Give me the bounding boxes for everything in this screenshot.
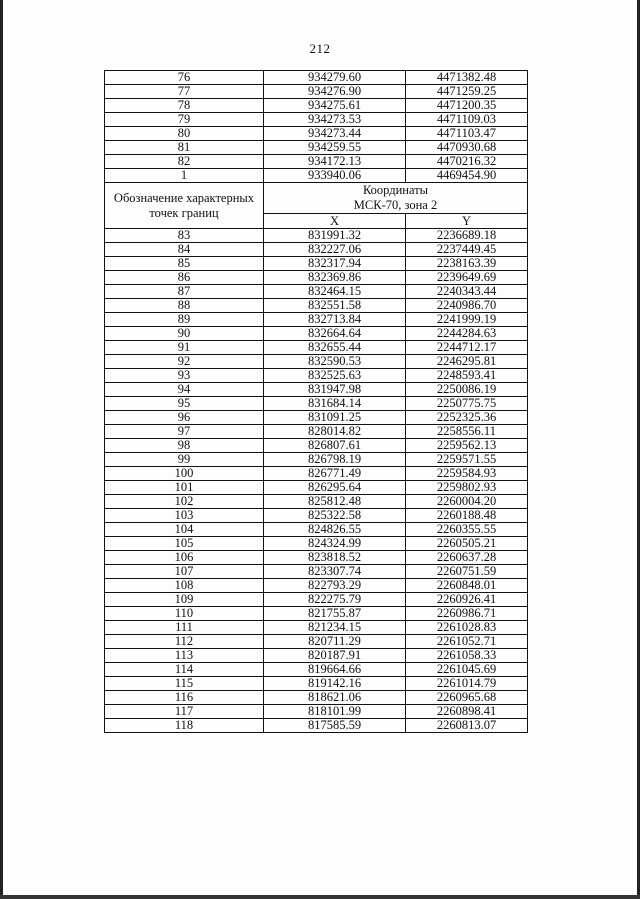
x-coordinate-cell: 934273.53 [264, 113, 406, 127]
table-row [105, 537, 528, 551]
point-number-cell: 113 [105, 649, 264, 663]
table-row [105, 565, 528, 579]
table-row [105, 691, 528, 705]
y-coordinate-cell: 2261058.33 [406, 649, 528, 663]
x-coordinate-cell: 826295.64 [264, 481, 406, 495]
y-coordinate-cell: 2252325.36 [406, 411, 528, 425]
x-coordinate-cell: 824324.99 [264, 537, 406, 551]
point-label-header: Обозначение характерных точек границ [105, 183, 264, 229]
coordinate-system: МСК-70, зона 2 [353, 198, 438, 212]
table-row [105, 313, 528, 327]
table-row [105, 523, 528, 537]
point-number-cell: 117 [105, 705, 264, 719]
table-row [105, 341, 528, 355]
column-x-header: X [264, 214, 406, 229]
point-number-cell: 112 [105, 635, 264, 649]
x-coordinate-cell: 832317.94 [264, 257, 406, 271]
x-coordinate-cell: 826798.19 [264, 453, 406, 467]
y-coordinate-cell: 2261028.83 [406, 621, 528, 635]
y-coordinate-cell: 4470930.68 [406, 141, 528, 155]
table-row [105, 677, 528, 691]
table-row [105, 621, 528, 635]
y-coordinate-cell: 2260355.55 [406, 523, 528, 537]
y-coordinate-cell: 2250775.75 [406, 397, 528, 411]
scan-edge-left [0, 0, 3, 899]
table-row [105, 607, 528, 621]
y-coordinate-cell: 2236689.18 [406, 229, 528, 243]
table-row [105, 141, 528, 155]
x-coordinate-cell: 832464.15 [264, 285, 406, 299]
x-coordinate-cell: 934259.55 [264, 141, 406, 155]
table-row [105, 467, 528, 481]
header-row [105, 183, 528, 214]
point-number-cell: 78 [105, 99, 264, 113]
y-coordinate-cell: 4469454.90 [406, 169, 528, 183]
table-row [105, 285, 528, 299]
point-number-cell: 108 [105, 579, 264, 593]
point-number-cell: 115 [105, 677, 264, 691]
point-number-cell: 86 [105, 271, 264, 285]
point-number-cell: 1 [105, 169, 264, 183]
x-coordinate-cell: 832713.84 [264, 313, 406, 327]
point-number-cell: 99 [105, 453, 264, 467]
point-number-cell: 87 [105, 285, 264, 299]
table-header [105, 183, 528, 229]
table-row [105, 127, 528, 141]
point-number-cell: 105 [105, 537, 264, 551]
point-number-cell: 96 [105, 411, 264, 425]
x-coordinate-cell: 826807.61 [264, 439, 406, 453]
table-row [105, 99, 528, 113]
y-coordinate-cell: 2260965.68 [406, 691, 528, 705]
point-number-cell: 107 [105, 565, 264, 579]
table-row [105, 663, 528, 677]
y-coordinate-cell: 2259562.13 [406, 439, 528, 453]
table-row [105, 719, 528, 733]
x-coordinate-cell: 821234.15 [264, 621, 406, 635]
table-row [105, 71, 528, 85]
point-number-cell: 93 [105, 369, 264, 383]
table-row [105, 271, 528, 285]
x-coordinate-cell: 934276.90 [264, 85, 406, 99]
x-coordinate-cell: 832655.44 [264, 341, 406, 355]
x-coordinate-cell: 828014.82 [264, 425, 406, 439]
y-coordinate-cell: 2248593.41 [406, 369, 528, 383]
point-number-cell: 95 [105, 397, 264, 411]
coordinates-header [264, 183, 528, 214]
x-coordinate-cell: 934275.61 [264, 99, 406, 113]
x-coordinate-cell: 823307.74 [264, 565, 406, 579]
coordinates-title: Координаты [362, 183, 429, 197]
x-coordinate-cell: 822793.29 [264, 579, 406, 593]
x-coordinate-cell: 832227.06 [264, 243, 406, 257]
table-row [105, 593, 528, 607]
table-row [105, 411, 528, 425]
point-number-cell: 84 [105, 243, 264, 257]
x-coordinate-cell: 820711.29 [264, 635, 406, 649]
table-row [105, 383, 528, 397]
table-row [105, 243, 528, 257]
point-number-cell: 77 [105, 85, 264, 99]
x-coordinate-cell: 822275.79 [264, 593, 406, 607]
y-coordinate-cell: 2260813.07 [406, 719, 528, 733]
y-coordinate-cell: 2239649.69 [406, 271, 528, 285]
y-coordinate-cell: 2244712.17 [406, 341, 528, 355]
table-row [105, 439, 528, 453]
x-coordinate-cell: 819664.66 [264, 663, 406, 677]
table-row [105, 425, 528, 439]
y-coordinate-cell: 2237449.45 [406, 243, 528, 257]
y-coordinate-cell: 4471259.25 [406, 85, 528, 99]
table-row [105, 85, 528, 99]
y-coordinate-cell: 2260751.59 [406, 565, 528, 579]
y-coordinate-cell: 2241999.19 [406, 313, 528, 327]
table-row [105, 551, 528, 565]
x-coordinate-cell: 832664.64 [264, 327, 406, 341]
x-coordinate-cell: 831091.25 [264, 411, 406, 425]
table-row [105, 397, 528, 411]
x-coordinate-cell: 817585.59 [264, 719, 406, 733]
table-row [105, 705, 528, 719]
x-coordinate-cell: 934172.13 [264, 155, 406, 169]
x-coordinate-cell: 832525.63 [264, 369, 406, 383]
y-coordinate-cell: 2260898.41 [406, 705, 528, 719]
x-coordinate-cell: 826771.49 [264, 467, 406, 481]
point-number-cell: 114 [105, 663, 264, 677]
y-coordinate-cell: 2261014.79 [406, 677, 528, 691]
table-row [105, 169, 528, 183]
x-coordinate-cell: 933940.06 [264, 169, 406, 183]
x-coordinate-cell: 819142.16 [264, 677, 406, 691]
y-coordinate-cell: 2250086.19 [406, 383, 528, 397]
x-coordinate-cell: 825322.58 [264, 509, 406, 523]
x-coordinate-cell: 832369.86 [264, 271, 406, 285]
x-coordinate-cell: 832590.53 [264, 355, 406, 369]
y-coordinate-cell: 2260637.28 [406, 551, 528, 565]
x-coordinate-cell: 820187.91 [264, 649, 406, 663]
point-number-cell: 92 [105, 355, 264, 369]
point-number-cell: 103 [105, 509, 264, 523]
point-number-cell: 85 [105, 257, 264, 271]
table-row [105, 257, 528, 271]
table-row [105, 327, 528, 341]
y-coordinate-cell: 4471200.35 [406, 99, 528, 113]
table-row [105, 649, 528, 663]
point-number-cell: 80 [105, 127, 264, 141]
x-coordinate-cell: 818101.99 [264, 705, 406, 719]
point-number-cell: 97 [105, 425, 264, 439]
y-coordinate-cell: 2240343.44 [406, 285, 528, 299]
y-coordinate-cell: 2244284.63 [406, 327, 528, 341]
x-coordinate-cell: 934279.60 [264, 71, 406, 85]
y-coordinate-cell: 2238163.39 [406, 257, 528, 271]
table-row [105, 229, 528, 243]
x-coordinate-cell: 934273.44 [264, 127, 406, 141]
scan-edge-bottom [0, 895, 640, 899]
y-coordinate-cell: 2260004.20 [406, 495, 528, 509]
point-number-cell: 104 [105, 523, 264, 537]
x-coordinate-cell: 818621.06 [264, 691, 406, 705]
y-coordinate-cell: 2261045.69 [406, 663, 528, 677]
point-number-cell: 98 [105, 439, 264, 453]
table-row [105, 155, 528, 169]
table-row [105, 635, 528, 649]
table-row [105, 369, 528, 383]
point-number-cell: 82 [105, 155, 264, 169]
y-coordinate-cell: 4470216.32 [406, 155, 528, 169]
y-coordinate-cell: 4471103.47 [406, 127, 528, 141]
table-top-rows [105, 71, 528, 183]
table-row [105, 113, 528, 127]
table-main-rows [105, 229, 528, 733]
y-coordinate-cell: 2260505.21 [406, 537, 528, 551]
table-row [105, 453, 528, 467]
x-coordinate-cell: 825812.48 [264, 495, 406, 509]
coordinates-table [104, 70, 528, 733]
point-number-cell: 89 [105, 313, 264, 327]
table-row [105, 579, 528, 593]
point-number-cell: 102 [105, 495, 264, 509]
table-row [105, 355, 528, 369]
y-coordinate-cell: 2260848.01 [406, 579, 528, 593]
point-number-cell: 101 [105, 481, 264, 495]
point-number-cell: 106 [105, 551, 264, 565]
y-coordinate-cell: 2258556.11 [406, 425, 528, 439]
point-number-cell: 79 [105, 113, 264, 127]
point-number-cell: 91 [105, 341, 264, 355]
point-number-cell: 94 [105, 383, 264, 397]
point-number-cell: 116 [105, 691, 264, 705]
y-coordinate-cell: 4471109.03 [406, 113, 528, 127]
y-coordinate-cell: 2240986.70 [406, 299, 528, 313]
y-coordinate-cell: 2259802.93 [406, 481, 528, 495]
table-row [105, 299, 528, 313]
x-coordinate-cell: 823818.52 [264, 551, 406, 565]
point-number-cell: 83 [105, 229, 264, 243]
x-coordinate-cell: 824826.55 [264, 523, 406, 537]
y-coordinate-cell: 4471382.48 [406, 71, 528, 85]
y-coordinate-cell: 2260986.71 [406, 607, 528, 621]
point-number-cell: 90 [105, 327, 264, 341]
x-coordinate-cell: 831947.98 [264, 383, 406, 397]
x-coordinate-cell: 821755.87 [264, 607, 406, 621]
point-number-cell: 118 [105, 719, 264, 733]
point-number-cell: 88 [105, 299, 264, 313]
y-coordinate-cell: 2260926.41 [406, 593, 528, 607]
y-coordinate-cell: 2246295.81 [406, 355, 528, 369]
y-coordinate-cell: 2259584.93 [406, 467, 528, 481]
table-row [105, 495, 528, 509]
point-number-cell: 110 [105, 607, 264, 621]
y-coordinate-cell: 2259571.55 [406, 453, 528, 467]
page-number: 212 [309, 41, 331, 56]
table-row [105, 481, 528, 495]
column-y-header: Y [406, 214, 528, 229]
point-number-cell: 76 [105, 71, 264, 85]
table-row [105, 509, 528, 523]
point-number-cell: 111 [105, 621, 264, 635]
y-coordinate-cell: 2261052.71 [406, 635, 528, 649]
point-number-cell: 109 [105, 593, 264, 607]
x-coordinate-cell: 832551.58 [264, 299, 406, 313]
point-number-cell: 81 [105, 141, 264, 155]
y-coordinate-cell: 2260188.48 [406, 509, 528, 523]
x-coordinate-cell: 831684.14 [264, 397, 406, 411]
point-number-cell: 100 [105, 467, 264, 481]
x-coordinate-cell: 831991.32 [264, 229, 406, 243]
